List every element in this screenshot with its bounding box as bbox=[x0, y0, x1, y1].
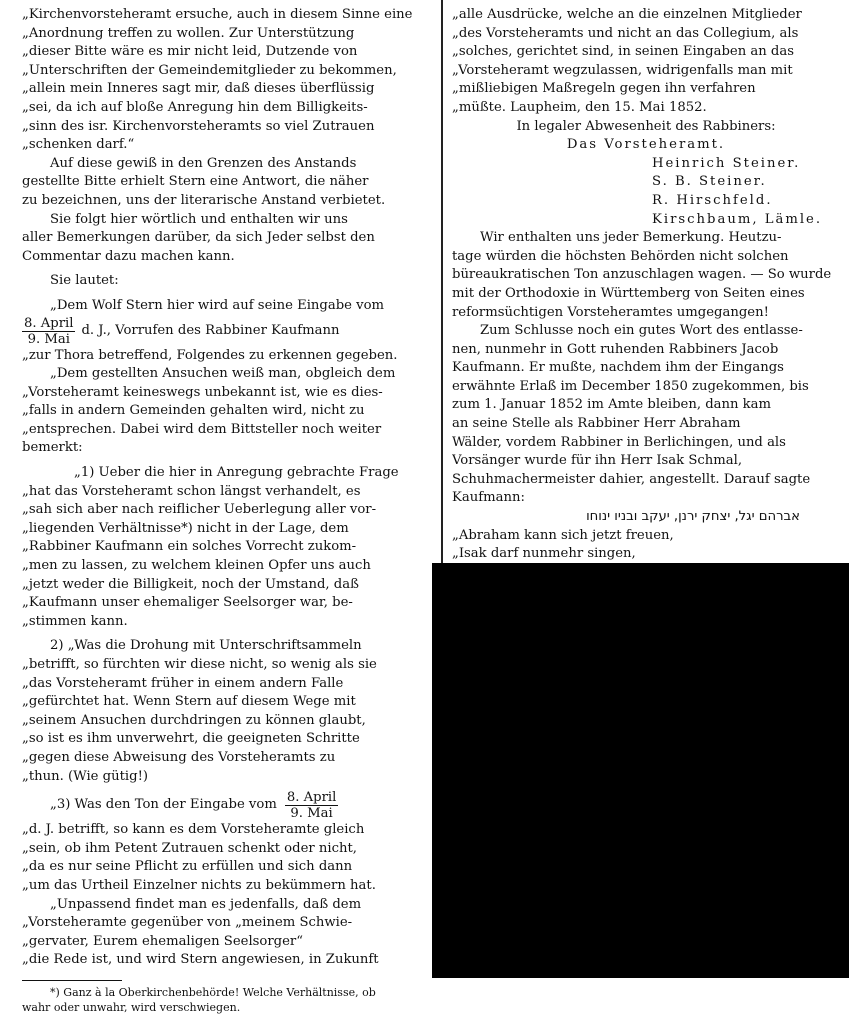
text-line: „Vorsteheramt keineswegs unbekannt ist, wie es dies- bbox=[22, 384, 383, 400]
text-line: „Unpassend findet man es jedenfalls, daß dem bbox=[50, 896, 362, 912]
text-line: „müßte. Laupheim, den 15. Mai 1852. bbox=[452, 99, 707, 115]
text-line: „so ist es ihm unverwehrt, die geeigneten Schritte bbox=[22, 731, 360, 747]
text-line: „gefürchtet hat. Wenn Stern auf diesem Wege mit bbox=[22, 694, 356, 710]
text-line: „sei, da ich auf bloße Anregung hin dem Billigkeits- bbox=[22, 99, 368, 115]
footnote bbox=[22, 985, 434, 1015]
fraction-denominator: 9. Mai bbox=[27, 331, 70, 347]
text-line: nen, nunmehr in Gott ruhenden Rabbiners Jacob bbox=[452, 341, 779, 357]
text-line: „schenken darf.“ bbox=[22, 137, 135, 153]
date-fraction-line bbox=[22, 790, 434, 821]
text-line: „Unterschriften der Gemeindemitglieder zu bekommen, bbox=[22, 62, 397, 78]
text-line: mit der Orthodoxie in Württemberg von Seiten eines bbox=[452, 285, 805, 301]
black-redaction-block bbox=[432, 563, 849, 978]
text-line: „entsprechen. Dabei wird dem Bittsteller noch weiter bbox=[22, 421, 382, 437]
text-line: gestellte Bitte erhielt Stern eine Antwort, die näher bbox=[22, 174, 369, 190]
text-line: Commentar dazu machen kann. bbox=[22, 248, 235, 264]
text-line: büreaukratischen Ton anzuschlagen wagen. — So wurde bbox=[452, 267, 832, 283]
footnote-line: *) Ganz à la Oberkirchenbehörde! Welche Verhältnisse, ob bbox=[50, 985, 376, 999]
date-fraction-line bbox=[22, 316, 434, 347]
text-line: „solches, gerichtet sind, in seinen Eingaben an das bbox=[452, 44, 795, 60]
text-line: Kaufmann. Er mußte, nachdem ihm der Eingangs bbox=[452, 360, 784, 376]
text-line: Wir enthalten uns jeder Bemerkung. Heutzu- bbox=[480, 230, 782, 246]
footnote-rule bbox=[22, 980, 122, 981]
text-line: „allein mein Inneres sagt mir, daß dieses überflüssig bbox=[22, 81, 375, 97]
text-line: erwähnte Erlaß im December 1850 zugekommen, bis bbox=[452, 378, 809, 394]
text-line: zu bezeichnen, uns der literarische Anstand verbietet. bbox=[22, 192, 386, 208]
text-line: bemerkt: bbox=[22, 440, 83, 456]
text-line: „gervater, Eurem ehemaligen Seelsorger“ bbox=[22, 933, 303, 949]
text-line: „Dem gestellten Ansuchen weiß man, obgleich dem bbox=[50, 366, 396, 382]
text-line: „men zu lassen, zu welchem kleinen Opfer uns auch bbox=[22, 558, 371, 574]
text-line: „1) Ueber die hier in Anregung gebrachte Frage bbox=[74, 465, 399, 481]
text-line: „Vorsteheramt wegzulassen, widrigenfalls man mit bbox=[452, 62, 793, 78]
fraction-numerator: 8. April bbox=[286, 790, 337, 806]
text-line: „mißliebigen Maßregeln gegen ihn verfahren bbox=[452, 81, 756, 97]
right-column bbox=[452, 6, 840, 591]
signatory: Kirschbaum, Lämle. bbox=[652, 211, 823, 227]
signatory: Heinrich Steiner. bbox=[652, 155, 801, 171]
text-line: „alle Ausdrücke, welche an die einzelnen Mitglieder bbox=[452, 7, 802, 22]
hebrew-quote: אברהם יגל, יצחק ירנן, יעקב ובניו ינוחו bbox=[586, 509, 800, 525]
text-line: „des Vorsteheramts und nicht an das Collegium, als bbox=[452, 25, 799, 41]
fraction-denominator: 9. Mai bbox=[290, 806, 333, 822]
text-line: tage würden die höchsten Behörden nicht solchen bbox=[452, 248, 789, 264]
text-line: Vorsänger wurde für ihn Herr Isak Schmal, bbox=[452, 453, 743, 469]
text-line: „falls in andern Gemeinden gehalten wird, nicht zu bbox=[22, 403, 365, 419]
text-line: „die Rede ist, und wird Stern angewiesen, in Zukunft bbox=[22, 952, 379, 968]
date-fraction bbox=[285, 790, 338, 821]
text-line: Zum Schlusse noch ein gutes Wort des entlasse- bbox=[480, 323, 803, 339]
fraction-numerator: 8. April bbox=[24, 315, 74, 331]
text-line: „dieser Bitte wäre es mir nicht leid, Dutzende von bbox=[22, 44, 358, 60]
text-line: „liegenden Verhältnisse*) nicht in der Lage, dem bbox=[22, 520, 349, 536]
text-line: Sie lautet: bbox=[50, 273, 119, 289]
text-line: „Rabbiner Kaufmann ein solches Vorrecht zukom- bbox=[22, 539, 357, 555]
office-title: Das Vorsteheramt. bbox=[566, 137, 726, 153]
text-line: Kaufmann: bbox=[452, 490, 525, 506]
text-line: 2) „Was die Drohung mit Unterschriftsammeln bbox=[50, 638, 362, 654]
signatory: R. Hirschfeld. bbox=[652, 192, 773, 208]
date-fraction bbox=[22, 316, 75, 347]
text-line: „Kirchenvorsteheramt ersuche, auch in diesem Sinne eine bbox=[22, 7, 413, 22]
text-line: „thun. (Wie gütig!) bbox=[22, 768, 149, 784]
text-line: aller Bemerkungen darüber, da sich Jeder selbst den bbox=[22, 230, 375, 246]
text-line: „Vorsteheramte gegenüber von „meinem Schwie- bbox=[22, 915, 353, 931]
text-line: „seinem Ansuchen durchdringen zu können glaubt, bbox=[22, 712, 366, 728]
text-line: an seine Stelle als Rabbiner Herr Abraham bbox=[452, 416, 741, 432]
text-line: reformsüchtigen Vorsteheramtes umgegangen! bbox=[452, 304, 769, 320]
text-line: „gegen diese Abweisung des Vorsteheramts zu bbox=[22, 749, 336, 765]
text-line: „da es nur seine Pflicht zu erfüllen und sich dann bbox=[22, 859, 353, 875]
text-line: „Dem Wolf Stern hier wird auf seine Eingabe vom bbox=[50, 297, 385, 313]
text-line: Wälder, vordem Rabbiner in Berlichingen, und als bbox=[452, 434, 786, 450]
text-line: „um das Urtheil Einzelner nichts zu bekümmern hat. bbox=[22, 877, 376, 893]
text-line: „sein, ob ihm Petent Zutrauen schenkt oder nicht, bbox=[22, 840, 357, 856]
text-line: „sah sich aber nach reiflicher Ueberlegung aller vor- bbox=[22, 502, 377, 518]
text-line: „zur Thora betreffend, Folgendes zu erkennen gegeben. bbox=[22, 347, 398, 363]
absence-line: In legaler Abwesenheit des Rabbiners: bbox=[516, 118, 776, 134]
text-line: „hat das Vorsteheramt schon längst verhandelt, es bbox=[22, 483, 361, 499]
poem-line: „Abraham kann sich jetzt freuen, bbox=[452, 527, 674, 543]
text-line: zum 1. Januar 1852 im Amte bleiben, dann kam bbox=[452, 397, 772, 413]
text-line: d. J., Vorrufen des Rabbiner Kaufmann bbox=[81, 322, 340, 338]
text-line: „3) Was den Ton der Eingabe vom bbox=[50, 797, 277, 813]
text-line: „betrifft, so fürchten wir diese nicht, so wenig als sie bbox=[22, 657, 377, 672]
text-line: Schuhmachermeister dahier, angestellt. Darauf sagte bbox=[452, 471, 811, 487]
text-line: „stimmen kann. bbox=[22, 613, 128, 629]
poem-line: „Isak darf nunmehr singen, bbox=[452, 546, 636, 562]
text-line: „Anordnung treffen zu wollen. Zur Unterstützung bbox=[22, 25, 355, 41]
text-line: „Kaufmann unser ehemaliger Seelsorger war, be- bbox=[22, 595, 353, 611]
footnote-line: wahr oder unwahr, wird verschwiegen. bbox=[22, 1000, 241, 1014]
left-column bbox=[22, 6, 434, 1015]
text-line: „das Vorsteheramt früher in einem andern Falle bbox=[22, 675, 344, 691]
text-line: „jetzt weder die Billigkeit, noch der Umstand, daß bbox=[22, 576, 359, 592]
text-line: Sie folgt hier wörtlich und enthalten wir uns bbox=[50, 211, 348, 227]
text-line: „sinn des isr. Kirchenvorsteheramts so viel Zutrauen bbox=[22, 118, 375, 134]
signatory: S. B. Steiner. bbox=[652, 174, 767, 190]
text-line: „d. J. betrifft, so kann es dem Vorsteheramte gleich bbox=[22, 822, 365, 838]
text-line: Auf diese gewiß in den Grenzen des Anstands bbox=[50, 155, 357, 171]
